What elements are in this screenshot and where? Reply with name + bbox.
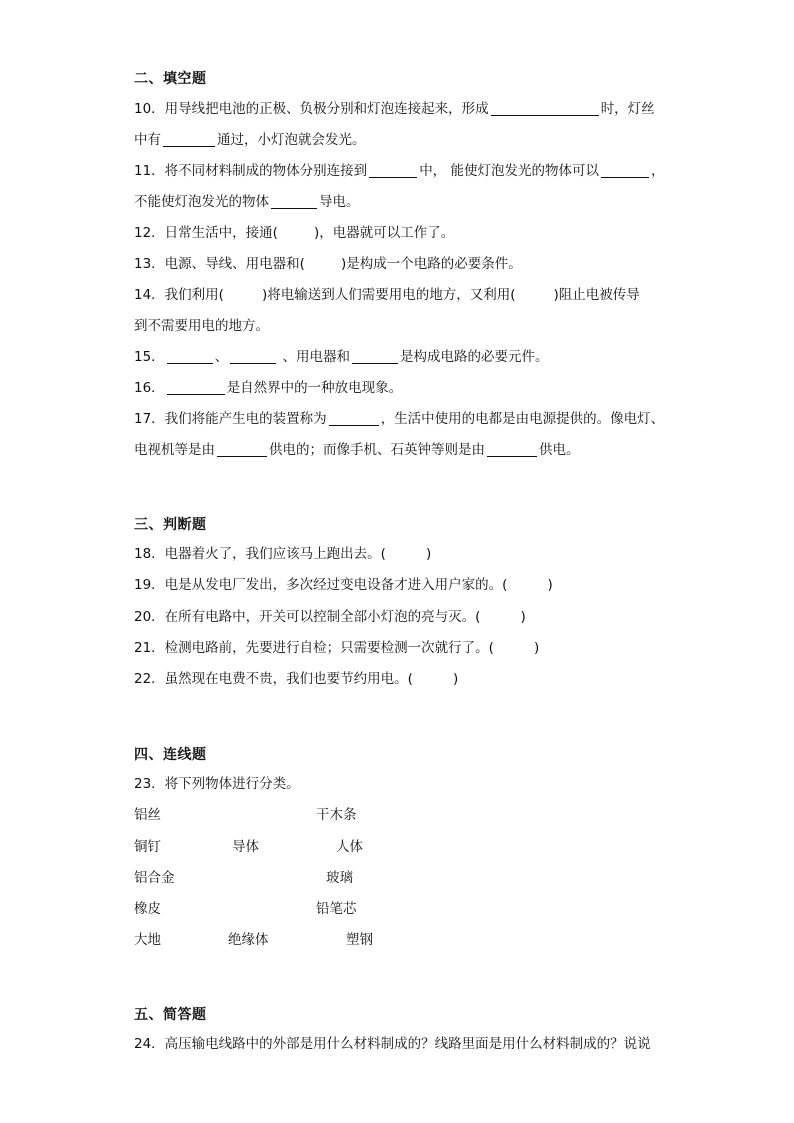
q15-text-d: 是构成电路的必要元件。 <box>399 349 549 365</box>
question-18 <box>134 545 431 563</box>
q22-text-b: ) <box>452 671 459 687</box>
match-category-jue-yuan-ti[interactable]: 绝缘体 <box>228 932 269 948</box>
q18-text-a: 18．电器着火了，我们应该马上跑出去。( <box>134 546 386 562</box>
question-11-line-2 <box>134 193 360 211</box>
question-17-line-2 <box>134 441 580 459</box>
q10-text-d: 通过，小灯泡就会发光。 <box>217 132 366 148</box>
match-item-xiang-pi[interactable]: 橡皮 <box>134 901 161 917</box>
q14-text-a: 14．我们利用( <box>134 287 224 303</box>
q17-text-c: 电视机等是由 <box>134 442 215 458</box>
q17-text-a: 17．我们将能产生电的装置称为 <box>134 411 327 427</box>
q20-text-b: ) <box>520 609 526 625</box>
match-item-da-di[interactable]: 大地 <box>134 932 161 948</box>
question-19 <box>134 576 553 594</box>
match-category-dao-ti[interactable]: 导体 <box>232 839 259 855</box>
q11-text-a: 11．将不同材料制成的物体分别连接到 <box>134 163 368 179</box>
q16-text-b: 是自然界中的一种放电现象。 <box>226 380 403 396</box>
q19-text-a: 19．电是从发电厂发出，多次经过变电设备才进入用户家的。( <box>134 577 508 593</box>
q13-text-b: )是构成一个电路的必要条件。 <box>340 256 522 272</box>
q22-text-a: 22．虽然现在电费不贵，我们也要节约用电。( <box>134 671 413 687</box>
match-item-su-gang[interactable]: 塑钢 <box>346 932 373 948</box>
q11-text-d: 不能使灯泡发光的物体 <box>134 194 269 210</box>
q17-blank-3[interactable] <box>487 442 537 457</box>
question-11-line-1 <box>134 162 664 180</box>
q10-text-b: 时，灯丝 <box>600 101 655 117</box>
question-21 <box>134 639 539 657</box>
q16-blank-1[interactable] <box>167 380 225 395</box>
question-23: 23．将下列物体进行分类。 <box>134 776 300 792</box>
q10-text-c: 中有 <box>134 132 161 148</box>
q17-text-b: ，生活中使用的电都是由电源提供的。像电灯、 <box>380 411 665 427</box>
q20-text-a: 20．在所有电路中，开关可以控制全部小灯泡的亮与灭。( <box>134 609 481 625</box>
q16-text-a: 16． <box>134 380 165 396</box>
q11-blank-3[interactable] <box>271 194 317 209</box>
q15-blank-3[interactable] <box>352 349 398 364</box>
q11-text-e: 导电。 <box>319 194 360 210</box>
q17-text-e: 供电。 <box>539 442 580 458</box>
q12-text-b: )，电器就可以工作了。 <box>313 225 455 241</box>
question-17-line-1 <box>134 410 664 428</box>
q13-text-a: 13．电源、导线、用电器和( <box>134 256 305 272</box>
q15-blank-1[interactable] <box>167 349 213 364</box>
q15-text-a: 15． <box>134 349 165 365</box>
question-22 <box>134 670 458 688</box>
match-item-tong-ding[interactable]: 铜钉 <box>134 839 161 855</box>
question-14-line-1 <box>134 286 640 304</box>
q15-text-b: 、 <box>214 349 229 365</box>
question-15 <box>134 348 548 366</box>
question-13 <box>134 255 522 273</box>
q10-blank-2[interactable] <box>163 132 215 147</box>
section-title-judge: 三、判断题 <box>134 517 207 533</box>
q17-blank-2[interactable] <box>217 442 267 457</box>
question-12 <box>134 224 454 242</box>
q14-text-c: )阻止电被传导 <box>553 287 640 303</box>
q12-text-a: 12．日常生活中，接通( <box>134 225 278 241</box>
q11-text-c: ， <box>650 163 665 179</box>
section-title-short: 五、简答题 <box>134 1007 207 1023</box>
q15-blank-2[interactable] <box>230 349 276 364</box>
q21-text-a: 21．检测电路前，先要进行自检；只需要检测一次就行了。( <box>134 640 494 656</box>
match-item-lv-si[interactable]: 铝丝 <box>134 807 161 823</box>
q17-blank-1[interactable] <box>329 411 379 426</box>
q10-text-a: 10．用导线把电池的正极、负极分别和灯泡连接起来，形成 <box>134 101 489 117</box>
q11-blank-1[interactable] <box>369 163 417 178</box>
question-14-line-2 <box>134 317 269 335</box>
question-10-line-2 <box>134 131 366 149</box>
question-20 <box>134 608 526 626</box>
q14-text-d: 到不需要用电的地方。 <box>134 318 269 334</box>
q11-text-b: 中， 能使灯泡发光的物体可以 <box>419 163 599 179</box>
match-item-lv-he-jin[interactable]: 铝合金 <box>134 870 175 886</box>
q18-text-b: ) <box>425 546 432 562</box>
section-title-match: 四、连线题 <box>134 747 207 763</box>
question-24: 24．高压输电线路中的外部是用什么材料制成的？线路里面是用什么材料制成的？说说 <box>134 1036 651 1052</box>
match-item-bo-li[interactable]: 玻璃 <box>326 870 353 886</box>
match-item-ren-ti[interactable]: 人体 <box>336 839 363 855</box>
q15-text-c: 、用电器和 <box>278 349 350 365</box>
q19-text-b: ) <box>547 577 553 593</box>
q10-blank-1[interactable] <box>491 101 599 116</box>
q17-text-d: 供电的；而像手机、石英钟等则是由 <box>269 442 485 458</box>
match-item-qian-bi-xin[interactable]: 铅笔芯 <box>316 901 357 917</box>
q14-text-b: )将电输送到人们需要用电的地方，又利用( <box>261 287 516 303</box>
question-16 <box>134 379 402 397</box>
question-10-line-1 <box>134 100 655 118</box>
match-item-gan-mu-tiao[interactable]: 干木条 <box>316 807 357 823</box>
q11-blank-2[interactable] <box>601 163 649 178</box>
q21-text-b: ) <box>533 640 540 656</box>
section-title-fill: 二、填空题 <box>134 71 207 87</box>
